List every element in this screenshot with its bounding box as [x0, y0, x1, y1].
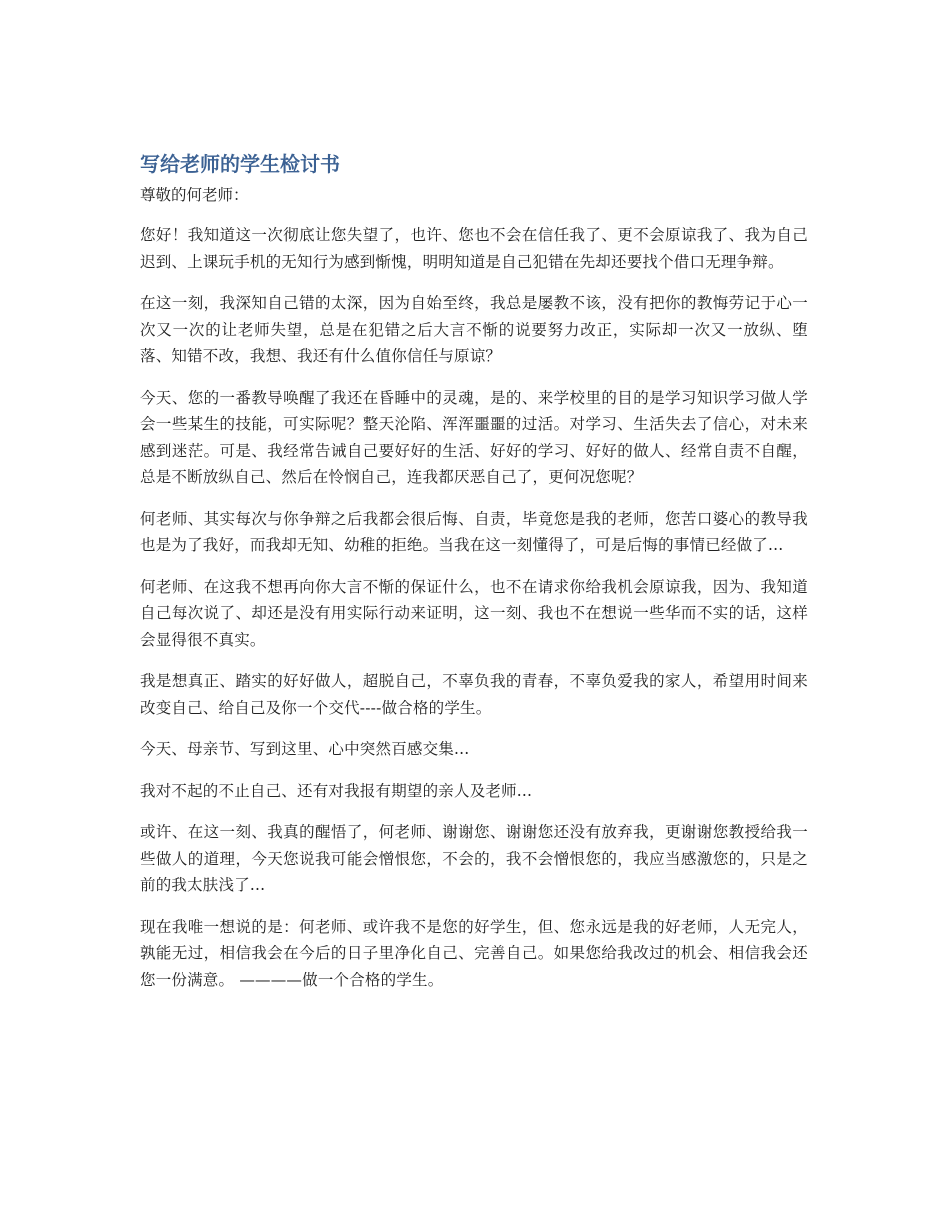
document-page: [140, 150, 808, 1008]
paragraph-5: 何老师、在这我不想再向你大言不惭的保证什么，也不在请求你给我机会原谅我，因为、我知道自己每次说了、却还是没有用实际行动来证明，这一刻、我也不在想说一些华而不实的话，这样会显得很不真实。: [140, 577, 808, 649]
paragraph-8: 我对不起的不止自己、还有对我报有期望的亲人及老师...: [140, 781, 533, 800]
paragraph-3: 今天、您的一番教导唤醒了我还在昏睡中的灵魂，是的、来学校里的目的是学习知识学习做人学会一些某生的技能，可实际呢？整天沦陷、浑浑噩噩的过活。对学习、生活失去了信心，对未来感到迷茫。可是、我经常告诫自己要好好的生活、好好的学习、好好的做人、经常自责不自醒，总是不断放纵自己、然后在怜悯自己，连我都厌恶自己了，更何况您呢？: [140, 388, 808, 486]
paragraph-6: 我是想真正、踏实的好好做人，超脱自己，不辜负我的青春，不辜负爱我的家人，希望用时间来改变自己、给自己及你一个交代----做合格的学生。: [140, 672, 808, 717]
paragraph-7: 今天、母亲节、写到这里、心中突然百感交集...: [140, 740, 470, 758]
salutation: 尊敬的何老师：: [140, 186, 249, 204]
paragraph-1: 您好！我知道这一次彻底让您失望了，也许、您也不会在信任我了、更不会原谅我了、我为自己迟到、上课玩手机的无知行为感到惭愧，明明知道是自己犯错在先却还要找个借口无理争辩。: [140, 226, 808, 271]
paragraph-9: 或许、在这一刻、我真的醒悟了，何老师、谢谢您、谢谢您还没有放弃我，更谢谢您教授给我一些做人的道理，今天您说我可能会憎恨您，不会的，我不会憎恨您的，我应当感激您的，只是之前的我太肤浅了...: [140, 823, 808, 894]
paragraph-2: 在这一刻，我深知自己错的太深，因为自始至终，我总是屡教不该，没有把你的教悔劳记于心一次又一次的让老师失望，总是在犯错之后大言不惭的说要努力改正，实际却一次又一放纵、堕落、知错不改，我想、我还有什么值你信任与原谅？: [140, 294, 808, 365]
document-title: 写给老师的学生检讨书: [140, 152, 340, 176]
paragraph-10: 现在我唯一想说的是：何老师、或许我不是您的好学生，但、您永远是我的好老师，人无完人，孰能无过，相信我会在今后的日子里净化自己、完善自己。如果您给我改过的机会、相信我会还您一份满意。 ————做一个合格的学生。: [140, 917, 808, 989]
paragraph-4: 何老师、其实每次与你争辩之后我都会很后悔、自责，毕竟您是我的老师，您苦口婆心的教导我也是为了我好，而我却无知、幼稚的拒绝。当我在这一刻懂得了，可是后悔的事情已经做了...: [140, 509, 808, 554]
